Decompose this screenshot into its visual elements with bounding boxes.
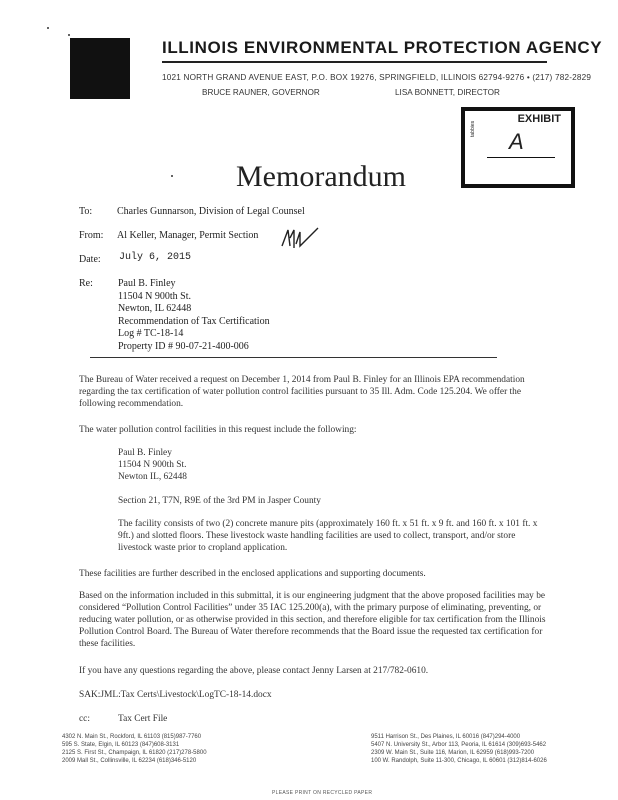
address-line: Newton IL, 62448 bbox=[118, 472, 187, 482]
agency-name: ILLINOIS ENVIRONMENTAL PROTECTION AGENCY bbox=[162, 38, 603, 57]
re-line: Property ID # 90-07-21-400-006 bbox=[118, 340, 249, 352]
recycled-paper-note: PLEASE PRINT ON RECYCLED PAPER bbox=[272, 790, 373, 796]
exhibit-underline bbox=[487, 157, 555, 158]
paragraph-facility: The facility consists of two (2) concrete manure pits (approximately 160 ft. x 51 ft. x 9 ft. and 160 ft. x 101 ft. x 9ft.) and slotted floors. These livestock waste handling facilities are used to collect, transport, and/or store livestock waste prior to cropland application. bbox=[118, 519, 538, 553]
governor: BRUCE RAUNER, GOVERNOR bbox=[202, 88, 320, 97]
re-line: Newton, IL 62448 bbox=[118, 303, 192, 315]
cc-label: cc: bbox=[79, 714, 90, 724]
date-value: July 6, 2015 bbox=[119, 252, 192, 263]
re-line: 11504 N 900th St. bbox=[118, 290, 191, 302]
memo-title: Memorandum bbox=[236, 160, 406, 193]
cc-value: Tax Cert File bbox=[118, 714, 168, 724]
from-label: From: bbox=[79, 230, 104, 241]
footer-line: 2009 Mall St., Collinsville, IL 62234 (618)346-5120 bbox=[62, 758, 197, 764]
date-label: Date: bbox=[79, 254, 101, 265]
paragraph-request: The Bureau of Water received a request on December 1, 2014 from Paul B. Finley for an Illinois EPA recommendation regarding the tax certification of water pollution control facilities pursuant to 35 Ill. Adm. Code 125.204. We offer the following recommendation. bbox=[79, 375, 525, 409]
paragraph-judgment: Based on the information included in this submittal, it is our engineering judgment that the above proposed facilities may be considered “Pollution Control Facilities” under 35 IAC 125.200(a), with the primary purpose of eliminating, preventing, or reducing water pollution, or as otherwise provided in this section, and therefore eligible for tax certification from the Illinois Pollution Control Board. The Bureau of Water therefore recommends that the Board issue the requested tax certification for these facilities. bbox=[79, 591, 546, 649]
re-block bbox=[118, 278, 270, 354]
scan-speck bbox=[68, 34, 70, 36]
to-label: To: bbox=[79, 206, 93, 217]
director: LISA BONNETT, DIRECTOR bbox=[395, 88, 500, 97]
footer-line: 595 S. State, Elgin, IL 60123 (847)608-3131 bbox=[62, 742, 180, 748]
letterhead-rule bbox=[162, 61, 547, 63]
exhibit-sticker bbox=[461, 107, 575, 188]
facility-address bbox=[118, 447, 368, 483]
address-line: Paul B. Finley bbox=[118, 448, 172, 458]
from-value: Al Keller, Manager, Permit Section bbox=[117, 230, 259, 241]
footer-offices-right bbox=[371, 733, 547, 765]
re-line: Recommendation of Tax Certification bbox=[118, 315, 270, 327]
signature-mark bbox=[278, 226, 320, 252]
agency-logo bbox=[70, 38, 130, 99]
exhibit-label: EXHIBIT bbox=[517, 113, 561, 125]
paragraph-intro: The water pollution control facilities in this request include the following: bbox=[79, 425, 357, 435]
scan-speck bbox=[171, 175, 173, 177]
agency-address: 1021 NORTH GRAND AVENUE EAST, P.O. BOX 19276, SPRINGFIELD, ILLINOIS 62794-9276 • (217) 782-2829 bbox=[162, 73, 592, 82]
paragraph-further: These facilities are further described in the enclosed applications and supporting documents. bbox=[79, 569, 426, 579]
to-value: Charles Gunnarson, Division of Legal Counsel bbox=[117, 206, 305, 217]
header-rule bbox=[90, 357, 497, 358]
exhibit-side-text: tabbies bbox=[470, 120, 476, 137]
address-line: 11504 N 900th St. bbox=[118, 460, 187, 470]
footer-line: 4302 N. Main St., Rockford, IL 61103 (815)987-7760 bbox=[62, 734, 202, 740]
file-reference: SAK:JML:Tax Certs\Livestock\LogTC-18-14.docx bbox=[79, 690, 272, 700]
footer-line: 2125 S. First St., Champaign, IL 61820 (217)278-5800 bbox=[62, 750, 207, 756]
exhibit-letter: A bbox=[509, 129, 524, 154]
paragraph-contact: If you have any questions regarding the above, please contact Jenny Larsen at 217/782-0610. bbox=[79, 666, 429, 676]
scan-speck bbox=[47, 27, 49, 29]
footer-line: 100 W. Randolph, Suite 11-300, Chicago, IL 60601 (312)814-6026 bbox=[371, 758, 547, 764]
footer-line: 9511 Harrison St., Des Plaines, IL 60016 (847)294-4000 bbox=[371, 734, 521, 740]
footer-offices-left bbox=[62, 733, 207, 765]
footer-line: 2309 W. Main St., Suite 116, Marion, IL 62959 (618)993-7200 bbox=[371, 750, 535, 756]
section-location: Section 21, T7N, R9E of the 3rd PM in Jasper County bbox=[118, 496, 321, 506]
re-line: Log # TC-18-14 bbox=[118, 328, 184, 340]
footer-line: 5407 N. University St., Arbor 113, Peoria, IL 61614 (309)693-5462 bbox=[371, 742, 547, 748]
letterhead-officials bbox=[202, 88, 500, 97]
re-line: Paul B. Finley bbox=[118, 278, 176, 289]
re-label: Re: bbox=[79, 278, 93, 289]
